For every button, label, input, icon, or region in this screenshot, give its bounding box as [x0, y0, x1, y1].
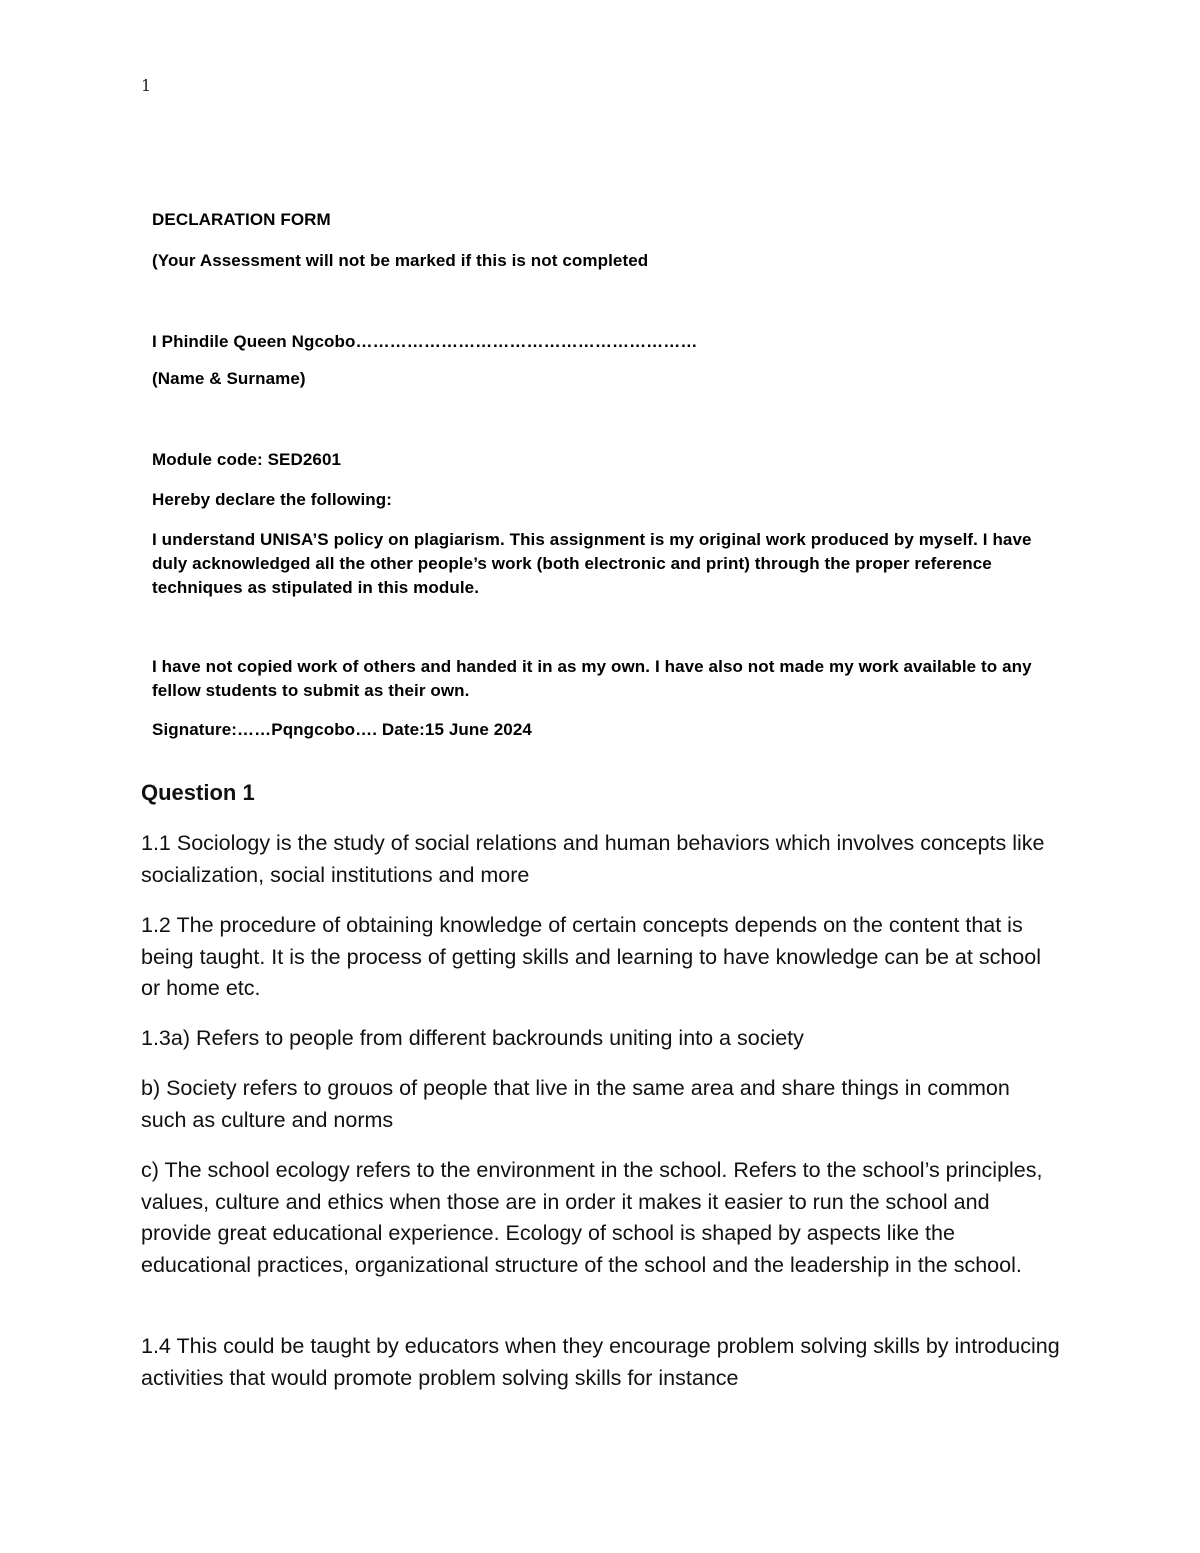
hereby-declare: Hereby declare the following: — [152, 490, 393, 509]
signature-line: Signature:……Pqngcobo…. Date:15 June 2024 — [152, 720, 532, 739]
copying-statement: I have not copied work of others and handed it in as my own. I have also not made my work available to any fellow students to submit as their own. — [152, 657, 1032, 700]
answer-1-2: 1.2 The procedure of obtaining knowledge of certain concepts depends on the content that is being taught. It is the process of getting skills and learning to have knowledge can be at school or home etc. — [141, 913, 1041, 1000]
question-heading: Question 1 — [141, 780, 255, 805]
page-number: 1 — [141, 76, 152, 95]
answer-1-3a: 1.3a) Refers to people from different backrounds uniting into a society — [141, 1026, 804, 1050]
declaration-note: (Your Assessment will not be marked if this is not completed — [152, 251, 649, 270]
answer-1-3c: c) The school ecology refers to the environment in the school. Refers to the school’s principles, values, culture and ethics when those are in order it makes it easier to run the school and provide great educational experience. Ecology of school is shaped by aspects like the educational practices, organizational structure of the school and the leadership in the school. — [141, 1158, 1043, 1277]
answer-1-3b: b) Society refers to grouos of people that live in the same area and share things in common such as culture and norms — [141, 1076, 1010, 1132]
module-code: Module code: SED2601 — [152, 450, 342, 469]
answer-1-1: 1.1 Sociology is the study of social relations and human behaviors which involves concepts like socialization, social institutions and more — [141, 831, 1045, 887]
plagiarism-statement: I understand UNISA’S policy on plagiarism. This assignment is my original work produced by myself. I have duly acknowledged all the other people’s work (both electronic and print) through the proper reference techniques as stipulated in this module. — [152, 530, 1032, 597]
declaration-title: DECLARATION FORM — [152, 210, 331, 229]
answer-1-4: 1.4 This could be taught by educators when they encourage problem solving skills by introducing activities that would promote problem solving skills for instance — [141, 1334, 1060, 1390]
declaration-name-line: I Phindile Queen Ngcobo…………………………………………………… — [152, 332, 698, 351]
declaration-name-caption: (Name & Surname) — [152, 369, 306, 388]
